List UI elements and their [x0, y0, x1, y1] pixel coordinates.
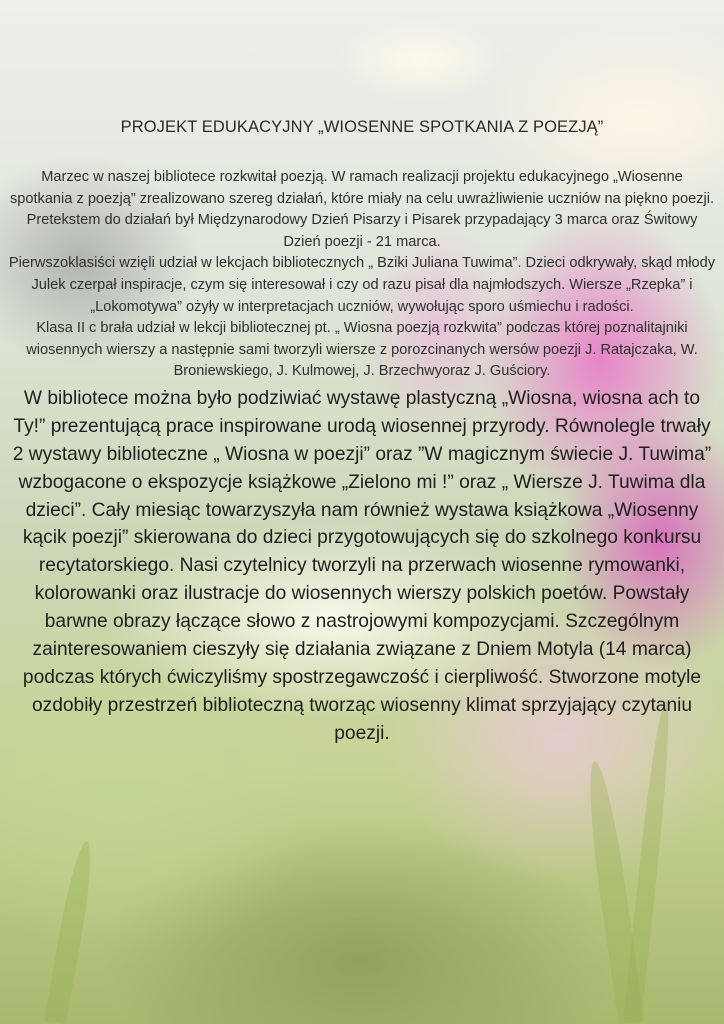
article-title: PROJEKT EDUKACYJNY „WIOSENNE SPOTKANIA Z POEZJĄ”: [120, 118, 604, 136]
intro-paragraph: Pierwszoklasiści wzięli udział w lekcjach bibliotecznych „ Bziki Juliana Tuwima”. Dzieci odkrywały, skąd młody Julek czerpał inspiracje, czym się interesował i czy od razu pisał dla najmłodszych. Wiersze „Rzepka” i „Lokomotywa” ożyły w interpretacjach uczniów, wywołując sporo uśmiechu i radości.: [8, 255, 716, 315]
article: [8, 118, 716, 748]
intro-paragraph: Marzec w naszej bibliotece rozkwitał poezją. W ramach realizacji projektu edukacyjnego „Wiosenne spotkania z poezją” zrealizowano szereg działań, które miały na celu uwrażliwienie uczniów na piękno poezji. Pretekstem do działań był Międzynarodowy Dzień Pisarzy i Pisarek przypadający 3 marca oraz Świtowy Dzień poezji - 21 marca.: [9, 169, 715, 250]
grass-blade-decoration: [623, 700, 675, 1024]
grass-blade-decoration: [44, 839, 98, 1024]
intro-paragraph: Klasa II c brała udział w lekcji bibliotecznej pt. „ Wiosna poezją rozkwita” podczas której poznalitajniki wiosennych wierszy a następnie sami tworzyli wiersze z porozcinanych wersów poezji J. Ratajczaka, W. Broniewskiego, J. Kulmowej, J. Brzechwyoraz J. Guściory.: [26, 320, 698, 380]
main-paragraph: W bibliotece można było podziwiać wystawę plastyczną „Wiosna, wiosna ach to Ty!” prezentującą prace inspirowane urodą wiosennej przyrody. Równolegle trwały 2 wystawy biblioteczne „ Wiosna w poezji” oraz ”W magicznym świecie J. Tuwima” wzbogacone o ekspozycje książkowe „Zielono mi !” oraz „ Wiersze J. Tuwima dla dzieci”. Cały miesiąc towarzyszyła nam również wystawa książkowa „Wiosenny kącik poezji” skierowana do dzieci przygotowujących się do szkolnego konkursu recytatorskiego. Nasi czytelnicy tworzyli na przerwach wiosenne rymowanki, kolorowanki oraz ilustracje do wiosennych wierszy polskich poetów. Powstały barwne obrazy łączące słowo z nastrojowymi kompozycjami. Szczególnym zainteresowaniem cieszyły się działania związane z Dniem Motyla (14 marca) podczas których ćwiczyliśmy spostrzegawczość i cierpliwość. Stworzone motyle ozdobiły przestrzeń biblioteczną tworząc wiosenny klimat sprzyjający czytaniu poezji.: [12, 387, 712, 744]
intro-section: [8, 167, 716, 383]
main-section: [8, 385, 716, 748]
